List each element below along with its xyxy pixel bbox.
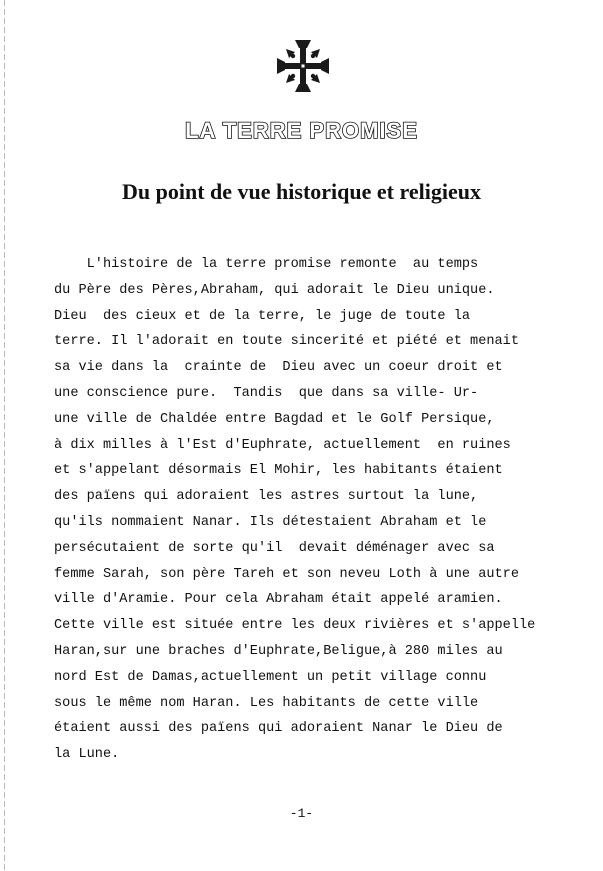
text-line: Dieu des cieux et de la terre, le juge de toute la — [54, 308, 471, 324]
text-line: la Lune. — [54, 747, 120, 763]
text-line: terre. Il l'adorait en toute sincerité et piété et menait — [54, 334, 519, 350]
body-paragraph — [54, 252, 594, 768]
text-line: femme Sarah, son père Tareh et son neveu Loth à une autre — [54, 566, 519, 582]
text-line: des païens qui adoraient les astres surtout la lune, — [54, 489, 479, 505]
page-title: LA TERRE PROMISE — [185, 118, 418, 143]
text-line: étaient aussi des païens qui adoraient Nanar le Dieu de — [54, 721, 503, 737]
cross-emblem-icon — [275, 38, 331, 94]
text-line: Cette ville est située entre les deux rivières et s'appelle — [54, 618, 536, 634]
text-line: et s'appelant désormais El Mohir, les habitants étaient — [54, 463, 503, 479]
text-line: L'histoire de la terre promise remonte au temps — [54, 257, 479, 272]
page-subtitle: Du point de vue historique et religieux — [122, 179, 481, 204]
text-line: une conscience pure. Tandis que dans sa ville- Ur- — [54, 385, 479, 401]
text-line: une ville de Chaldée entre Bagdad et le Golf Persique, — [54, 411, 495, 427]
text-line: ville d'Aramie. Pour cela Abraham était appelé aramien. — [54, 592, 503, 608]
text-line: qu'ils nommaient Nanar. Ils détestaient Abraham et le — [54, 514, 487, 530]
page-number: -1- — [289, 806, 314, 821]
text-line: nord Est de Damas,actuellement un petit village connu — [54, 669, 487, 685]
text-line: sa vie dans la crainte de Dieu avec un coeur droit et — [54, 360, 503, 376]
text-line: Haran,sur une braches d'Euphrate,Beligue,à 280 miles au — [54, 643, 503, 659]
text-line: persécutaient de sorte qu'il devait déménager avec sa — [54, 540, 495, 556]
text-line: du Père des Pères,Abraham, qui adorait le Dieu unique. — [54, 282, 495, 298]
text-line: à dix milles à l'Est d'Euphrate, actuellement en ruines — [54, 437, 511, 453]
text-line: sous le même nom Haran. Les habitants de cette ville — [54, 695, 479, 711]
